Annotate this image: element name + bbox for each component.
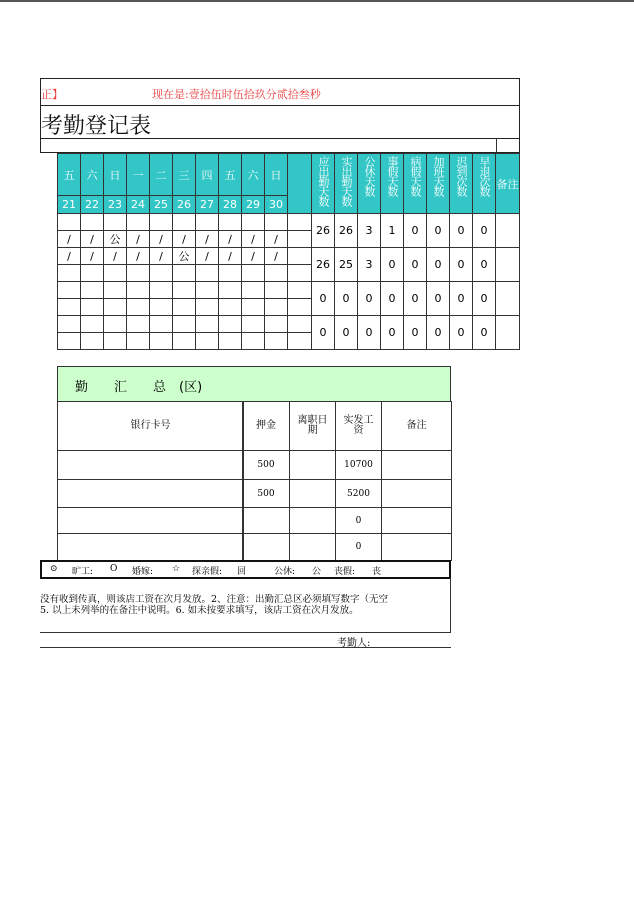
stat-cell: 1 (380, 213, 404, 248)
day-cell[interactable] (149, 213, 173, 231)
summary-header: 实发工资 (335, 401, 382, 451)
day-cell[interactable]: 公 (172, 247, 196, 265)
summary-cell[interactable]: 0 (335, 507, 382, 534)
stat-cell: 0 (426, 247, 450, 282)
summary-cell[interactable] (57, 479, 244, 508)
weekday-header: 二 (149, 153, 173, 196)
weekday-header: 五 (218, 153, 242, 196)
summary-cell[interactable] (289, 533, 336, 561)
summary-cell[interactable] (289, 479, 336, 508)
remark-cell[interactable] (495, 315, 520, 350)
day-cell[interactable] (149, 315, 173, 333)
day-header: 27 (195, 195, 219, 214)
weekday-header: 日 (103, 153, 127, 196)
summary-cell[interactable]: 500 (242, 450, 290, 480)
stat-header-bottom: 天数 (340, 186, 353, 206)
weekday-header: 六 (80, 153, 104, 196)
remark-cell[interactable] (495, 281, 520, 316)
blank-cell[interactable] (287, 264, 312, 282)
day-cell[interactable] (149, 264, 173, 282)
day-cell[interactable] (172, 264, 196, 282)
summary-header: 备注 (381, 401, 452, 451)
stat-cell: 0 (449, 315, 473, 350)
stat-cell: 3 (357, 247, 381, 282)
day-cell[interactable] (149, 332, 173, 350)
legend-symbol: 丧假: (334, 567, 356, 577)
page-title: 考勤登记表 (41, 114, 152, 139)
summary-cell[interactable]: 5200 (335, 479, 382, 508)
day-cell[interactable] (80, 264, 104, 282)
day-cell[interactable]: / (218, 230, 242, 248)
day-cell[interactable] (195, 213, 219, 231)
day-cell[interactable]: / (241, 230, 265, 248)
stat-header-bottom: 天数 (363, 176, 376, 196)
day-cell[interactable] (57, 298, 81, 316)
weekday-header: 日 (264, 153, 288, 196)
stat-cell: 0 (380, 247, 404, 282)
stat-cell: 0 (357, 315, 381, 350)
day-cell[interactable] (218, 213, 242, 231)
day-cell[interactable] (264, 213, 288, 231)
day-cell[interactable] (172, 281, 196, 299)
day-cell[interactable] (126, 298, 150, 316)
stat-cell: 26 (334, 213, 358, 248)
stat-cell: 0 (426, 281, 450, 316)
summary-cell[interactable] (381, 479, 452, 508)
summary-cell[interactable] (57, 450, 244, 480)
stat-cell: 0 (472, 315, 496, 350)
summary-header: 押金 (242, 401, 290, 451)
day-cell[interactable] (103, 298, 127, 316)
clock-row (40, 78, 520, 106)
stat-cell: 26 (311, 213, 335, 248)
stat-header-top: 公休 (363, 156, 376, 176)
day-header: 21 (57, 195, 81, 214)
day-cell[interactable]: / (241, 247, 265, 265)
day-cell[interactable]: / (57, 230, 81, 248)
summary-cell[interactable]: 10700 (335, 450, 382, 480)
summary-cell[interactable] (289, 450, 336, 480)
stat-cell: 0 (357, 281, 381, 316)
weekday-header: 六 (241, 153, 265, 196)
day-cell[interactable] (195, 315, 219, 333)
day-cell[interactable] (57, 281, 81, 299)
legend-symbol: 探亲假: (192, 567, 223, 577)
day-header: 29 (241, 195, 265, 214)
day-cell[interactable] (241, 298, 265, 316)
stat-header-bottom: 次数 (455, 176, 468, 196)
day-cell[interactable] (195, 264, 219, 282)
day-cell[interactable] (57, 315, 81, 333)
legend-label: ☆ (172, 564, 181, 574)
summary-cell[interactable] (57, 533, 244, 561)
day-cell[interactable] (80, 298, 104, 316)
stat-cell: 25 (334, 247, 358, 282)
blank-cell[interactable] (287, 230, 312, 248)
day-cell[interactable] (218, 315, 242, 333)
stat-cell: 0 (449, 281, 473, 316)
remark-header: 备注 (495, 153, 520, 214)
day-cell[interactable] (264, 264, 288, 282)
day-cell[interactable] (241, 264, 265, 282)
stat-header-bottom: 天数 (432, 176, 445, 196)
remark-cell[interactable] (495, 247, 520, 282)
weekday-header: 三 (172, 153, 196, 196)
day-cell[interactable] (195, 281, 219, 299)
stat-cell: 0 (380, 281, 404, 316)
day-cell[interactable]: / (172, 230, 196, 248)
stat-header-top: 迟到 (455, 156, 468, 176)
blank-cell[interactable] (287, 332, 312, 350)
stat-cell: 0 (380, 315, 404, 350)
day-cell[interactable]: / (80, 230, 104, 248)
legend-symbol: ⊙ (50, 564, 58, 574)
summary-cell[interactable] (242, 533, 290, 561)
day-cell[interactable] (80, 213, 104, 231)
day-cell[interactable] (264, 332, 288, 350)
day-cell[interactable]: / (126, 230, 150, 248)
day-header: 24 (126, 195, 150, 214)
day-cell[interactable] (126, 264, 150, 282)
day-cell[interactable]: / (218, 247, 242, 265)
blank-cell[interactable] (287, 247, 312, 265)
day-cell[interactable] (57, 264, 81, 282)
day-cell[interactable] (57, 332, 81, 350)
day-cell[interactable] (103, 332, 127, 350)
divider (496, 138, 497, 153)
stat-header-bottom: 天数 (409, 176, 422, 196)
summary-cell[interactable]: 500 (242, 479, 290, 508)
day-cell[interactable] (264, 315, 288, 333)
summary-header: 离职日期 (289, 401, 336, 451)
stat-header-top: 事假 (386, 156, 399, 176)
stat-header (426, 153, 450, 214)
summary-cell[interactable] (381, 507, 452, 534)
stat-cell: 26 (311, 247, 335, 282)
blank-row (40, 138, 520, 153)
stat-cell: 0 (311, 281, 335, 316)
stat-header-top: 病假 (409, 156, 422, 176)
stat-header-top: 加班 (432, 156, 445, 176)
notes-line-1: 没有收到传真，则该店工资在次月发放。2、注意：出勤汇总区必须填写数字（无空 (40, 594, 389, 605)
day-cell[interactable]: / (149, 230, 173, 248)
day-header: 22 (80, 195, 104, 214)
day-cell[interactable]: / (57, 247, 81, 265)
day-cell[interactable]: / (80, 247, 104, 265)
blank-cell[interactable] (287, 298, 312, 316)
day-cell[interactable] (80, 281, 104, 299)
stat-cell: 0 (449, 247, 473, 282)
stat-header-top: 实出勤 (340, 156, 353, 186)
day-cell[interactable] (195, 332, 219, 350)
summary-cell[interactable] (57, 507, 244, 534)
stat-header (311, 153, 335, 214)
legend-label: O (110, 564, 118, 574)
stat-cell: 0 (403, 213, 427, 248)
summary-title: 勤 汇 总 (区) (57, 366, 451, 402)
day-header: 23 (103, 195, 127, 214)
stat-cell: 0 (472, 247, 496, 282)
day-cell[interactable] (172, 298, 196, 316)
day-cell[interactable] (172, 332, 196, 350)
notes-line-2: 5. 以上未列举的在备注中说明。6. 如未按要求填写，该店工资在次月发放。 (40, 605, 359, 616)
day-cell[interactable]: / (195, 247, 219, 265)
day-cell[interactable] (218, 298, 242, 316)
day-cell[interactable] (264, 298, 288, 316)
stat-header (449, 153, 473, 214)
day-cell[interactable] (241, 315, 265, 333)
stat-header (357, 153, 381, 214)
stat-header (334, 153, 358, 214)
day-cell[interactable]: / (126, 247, 150, 265)
day-cell[interactable] (80, 315, 104, 333)
stat-cell: 0 (449, 213, 473, 248)
day-header: 26 (172, 195, 196, 214)
day-cell[interactable] (195, 298, 219, 316)
stat-cell: 0 (403, 281, 427, 316)
stat-cell: 0 (334, 315, 358, 350)
day-cell[interactable] (241, 332, 265, 350)
day-cell[interactable] (218, 281, 242, 299)
legend-label: 回 (237, 567, 247, 577)
blank-header (287, 153, 312, 214)
day-cell[interactable] (172, 213, 196, 231)
summary-cell[interactable] (242, 507, 290, 534)
day-cell[interactable] (103, 315, 127, 333)
summary-header: 银行卡号 (57, 401, 244, 451)
day-cell[interactable]: / (264, 247, 288, 265)
stat-cell: 0 (334, 281, 358, 316)
blank-cell[interactable] (287, 315, 312, 333)
stat-cell: 0 (426, 315, 450, 350)
day-cell[interactable]: / (149, 247, 173, 265)
day-cell[interactable]: / (264, 230, 288, 248)
stat-header-bottom: 天数 (386, 176, 399, 196)
day-cell[interactable] (149, 298, 173, 316)
stat-cell: 0 (403, 315, 427, 350)
day-cell[interactable] (241, 281, 265, 299)
signer-row (40, 632, 451, 648)
legend-label: 丧 (372, 567, 382, 577)
weekday-header: 五 (57, 153, 81, 196)
legend-label: 公 (312, 567, 322, 577)
day-cell[interactable] (126, 332, 150, 350)
day-cell[interactable] (103, 264, 127, 282)
signer-label: 考勤人: (337, 638, 371, 649)
stat-header-bottom: 天数 (317, 186, 330, 206)
day-header: 25 (149, 195, 173, 214)
day-header: 30 (264, 195, 288, 214)
summary-cell[interactable] (381, 533, 452, 561)
day-header: 28 (218, 195, 242, 214)
day-cell[interactable] (126, 315, 150, 333)
legend-symbol: 公休: (274, 567, 296, 577)
day-cell[interactable] (218, 332, 242, 350)
stat-header-bottom: 次数 (478, 176, 491, 196)
blank-cell[interactable] (287, 213, 312, 231)
day-cell[interactable] (264, 281, 288, 299)
legend-row (40, 560, 451, 579)
header-left-fragment: 正】 (41, 88, 63, 101)
day-cell[interactable] (241, 213, 265, 231)
legend-symbol: 婚嫁: (132, 567, 154, 577)
stat-cell: 0 (311, 315, 335, 350)
day-cell[interactable] (126, 213, 150, 231)
day-cell[interactable] (172, 315, 196, 333)
top-border (0, 0, 634, 2)
day-cell[interactable]: / (195, 230, 219, 248)
stat-cell: 0 (403, 247, 427, 282)
clock-text: 现在是:壹拾伍时伍拾玖分贰拾叁秒 (152, 88, 321, 101)
summary-cell[interactable] (381, 450, 452, 480)
stat-header-top: 应出勤 (317, 156, 330, 186)
day-cell[interactable] (126, 281, 150, 299)
stat-header-top: 早退 (478, 156, 491, 176)
notes (40, 578, 451, 633)
stat-cell: 3 (357, 213, 381, 248)
day-cell[interactable] (57, 213, 81, 231)
stat-header (380, 153, 404, 214)
day-cell[interactable] (103, 213, 127, 231)
stat-cell: 0 (472, 281, 496, 316)
legend-symbol: 旷工: (72, 567, 94, 577)
day-cell[interactable] (103, 281, 127, 299)
day-cell[interactable] (149, 281, 173, 299)
stat-cell: 0 (426, 213, 450, 248)
day-cell[interactable]: / (103, 247, 127, 265)
day-cell[interactable] (218, 264, 242, 282)
title-row (40, 105, 520, 139)
stat-header (403, 153, 427, 214)
summary-cell[interactable]: 0 (335, 533, 382, 561)
remark-cell[interactable] (495, 213, 520, 248)
stat-header (472, 153, 496, 214)
blank-cell[interactable] (287, 281, 312, 299)
weekday-header: 四 (195, 153, 219, 196)
day-cell[interactable] (80, 332, 104, 350)
stat-cell: 0 (472, 213, 496, 248)
summary-cell[interactable] (289, 507, 336, 534)
weekday-header: 一 (126, 153, 150, 196)
day-cell[interactable]: 公 (103, 230, 127, 248)
